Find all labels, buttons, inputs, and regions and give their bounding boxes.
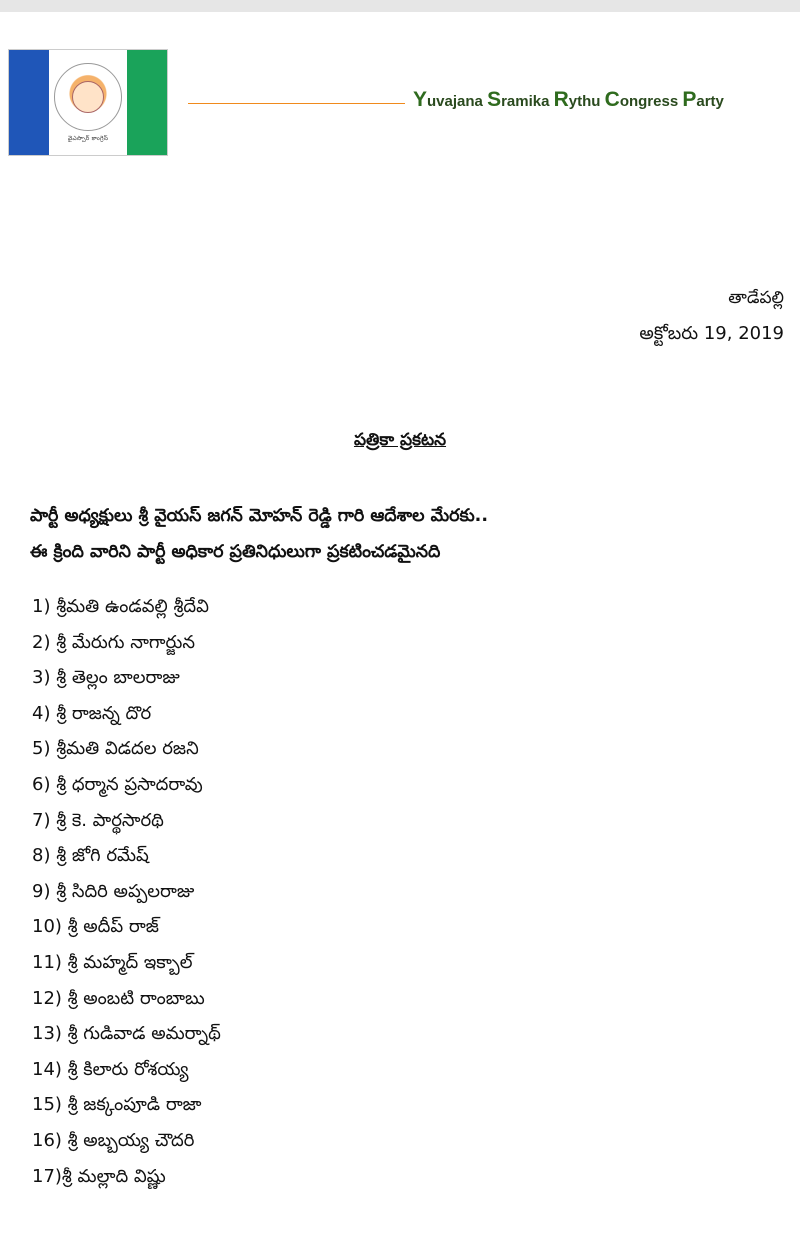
flag-blue-band: [9, 50, 49, 155]
header-rule: [188, 103, 405, 104]
list-item: 13) శ్రీ గుడివాడ అమర్నాథ్: [32, 1023, 221, 1045]
list-item: 6) శ్రీ ధర్మాన ప్రసాదరావు: [32, 773, 203, 795]
list-item: 2) శ్రీ మేరుగు నాగార్జున: [32, 631, 196, 653]
list-item: 5) శ్రీమతి విడదల రజని: [32, 738, 199, 760]
list-item: 1) శ్రీమతి ఉండవల్లి శ్రీదేవి: [32, 596, 209, 617]
list-item: 11) శ్రీ మహ్మద్ ఇక్బాల్: [32, 951, 193, 973]
party-word: Rythu: [553, 88, 601, 111]
list-item: 15) శ్రీ జక్కంపూడి రాజా: [32, 1094, 202, 1116]
list-item: 14) శ్రీ కిలారు రోశయ్య: [32, 1058, 189, 1080]
party-word: Sramika: [487, 88, 550, 111]
flag-green-band: [127, 50, 167, 155]
list-item: 7) శ్రీ కె. పార్థసారథి: [32, 809, 164, 831]
leader-emblem-icon: [54, 63, 122, 131]
intro-line: పార్టీ అధ్యక్షులు శ్రీ వైయస్ జగన్ మోహన్ రెడ్డి గారి ఆదేశాల మేరకు..: [30, 506, 488, 526]
spokesperson-list: [32, 592, 221, 1197]
party-flag-logo: [8, 49, 168, 156]
list-item: 17)శ్రీ మల్లాది విష్ణు: [32, 1165, 166, 1187]
list-item: 8) శ్రీ జోగి రమేష్: [32, 845, 149, 867]
flag-white-band: [49, 50, 127, 155]
list-item: 16) శ్రీ అబ్బయ్య చౌదరి: [32, 1129, 195, 1151]
list-item: 4) శ్రీ రాజన్న దొర: [32, 702, 152, 724]
logo-caption: వైఎస్సార్ కాంగ్రెస్: [67, 134, 109, 142]
list-item: 9) శ్రీ సిదిరి అప్పలరాజు: [32, 880, 195, 902]
list-item: 3) శ్రీ తెల్లం బాలరాజు: [32, 667, 180, 689]
intro-paragraph: [30, 498, 790, 570]
top-strip: [0, 0, 800, 12]
party-word: Congress: [604, 88, 679, 111]
list-item: 10) శ్రీ అదీప్ రాజ్: [32, 916, 159, 938]
press-date: అక్టోబరు 19, 2019: [639, 323, 784, 344]
party-name: [413, 88, 724, 112]
press-release-title: పత్రికా ప్రకటన: [353, 430, 447, 450]
intro-line: ఈ క్రింది వారిని పార్టీ అధికార ప్రతినిధులుగా ప్రకటించడమైనది: [30, 542, 441, 562]
party-word: Party: [682, 88, 724, 111]
list-item: 12) శ్రీ అంబటి రాంబాబు: [32, 987, 205, 1009]
party-word: Yuvajana: [413, 88, 483, 111]
place-name: తాడేపల్లి: [728, 288, 784, 308]
